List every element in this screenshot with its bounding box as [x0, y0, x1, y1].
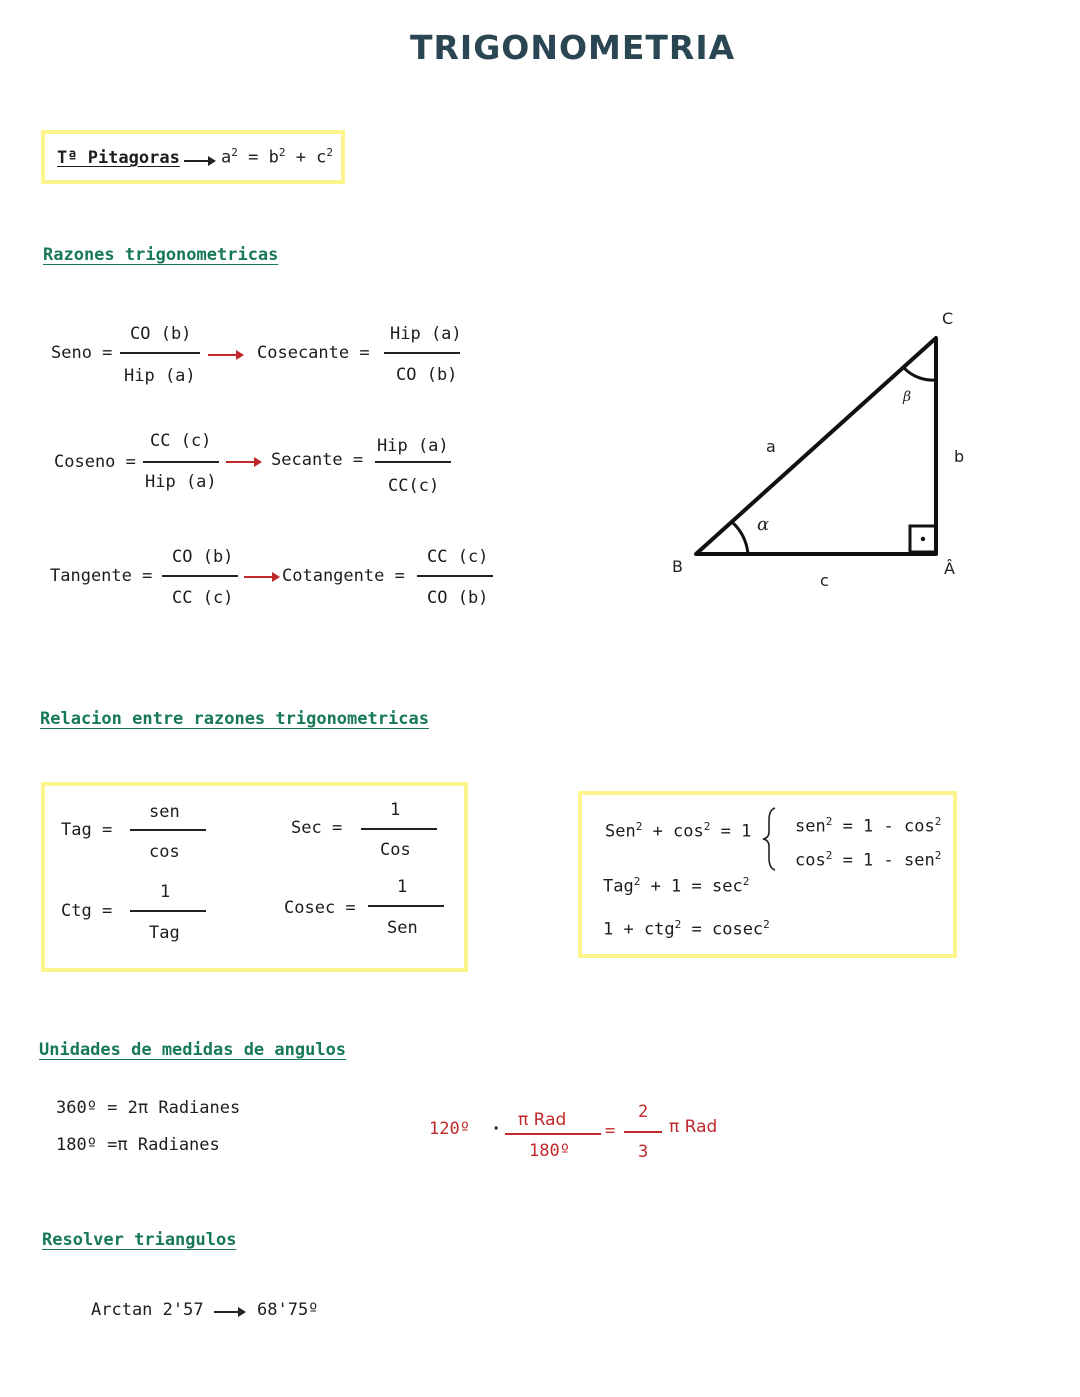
cosec-den: Sen: [387, 918, 418, 938]
conv-frac-den: 3: [638, 1142, 649, 1162]
tangente-name: Tangente =: [50, 566, 153, 586]
cotangente-den: CO (b): [427, 588, 489, 608]
conv-fraction-line: [505, 1133, 601, 1135]
sec-fraction-line: [361, 828, 437, 830]
conv-degrees: 120º: [429, 1119, 470, 1139]
razones-heading: Razones trigonometricas: [43, 245, 279, 265]
conv-equals: =: [605, 1121, 616, 1141]
angle-alpha: α: [757, 514, 770, 535]
tangente-fraction-line: [162, 575, 238, 577]
coseno-arrow-icon: [226, 461, 260, 463]
coseno-num: CC (c): [150, 431, 212, 451]
resolver-arrow-icon: [214, 1311, 244, 1313]
triangle-shape: [696, 338, 936, 554]
resolver-heading: Resolver triangulos: [42, 1230, 237, 1250]
tag-name: Tag =: [61, 820, 113, 840]
side-c: c: [820, 571, 829, 590]
right-angle-dot: [921, 537, 925, 541]
relacion-heading: Relacion entre razones trigonometricas: [40, 709, 429, 729]
ctg-name: Ctg =: [61, 901, 113, 921]
coseno-fraction-line: [143, 461, 219, 463]
resolver-result: 68'75º: [257, 1300, 319, 1320]
angle-beta: β: [903, 389, 912, 405]
tag-num: sen: [149, 802, 180, 822]
sec-name: Sec =: [291, 818, 343, 838]
cosecante-num: Hip (a): [390, 324, 462, 344]
unidades-line-180: 180º =π Radianes: [56, 1135, 220, 1155]
alpha-arc: [732, 522, 748, 554]
conv-dot: ·: [491, 1119, 502, 1139]
identity-tag-sec: $Tag^2 + 1 = \sec^2$: [603, 875, 750, 897]
side-b: b: [954, 447, 965, 466]
cosecante-den: CO (b): [396, 365, 458, 385]
cosecante-name: Cosecante =: [257, 343, 370, 363]
vertex-B: B: [672, 557, 683, 576]
coseno-den: Hip (a): [145, 472, 217, 492]
tangente-num: CO (b): [172, 547, 234, 567]
ctg-den: Tag: [149, 923, 180, 943]
cosecante-fraction-line: [384, 352, 460, 354]
conv-frac-line: [624, 1131, 662, 1133]
seno-name: Seno =: [51, 343, 113, 363]
cotangente-name: Cotangente =: [282, 566, 405, 586]
identity-ctg-cosec: 1 + ctg$^2$ = cosec$^2$: [603, 918, 770, 940]
seno-den: Hip (a): [124, 366, 196, 386]
cotangente-fraction-line: [417, 575, 493, 577]
unidades-line-360: 360º = 2π Radianes: [56, 1098, 241, 1118]
unidades-heading: Unidades de medidas de angulos: [39, 1040, 347, 1060]
ctg-num: 1: [160, 882, 171, 902]
vertex-C: C: [942, 309, 954, 328]
coseno-name: Coseno =: [54, 452, 136, 472]
vertex-A: Â: [944, 559, 955, 578]
side-a: a: [766, 437, 776, 456]
ctg-fraction-line: [130, 910, 206, 912]
identity-sin-cos: $Sen^2 + \cos^2 = 1$: [605, 820, 752, 842]
seno-num: CO (b): [130, 324, 192, 344]
beta-arc: [904, 368, 936, 380]
conv-num: π Rad: [518, 1110, 567, 1130]
identity-cos-squared: $\cos^2 = 1 - sen^2$: [795, 849, 942, 871]
page-title: TRIGONOMETRIA: [410, 28, 736, 67]
secante-name: Secante =: [271, 450, 364, 470]
conv-den: 180º: [529, 1141, 570, 1161]
sec-num: 1: [390, 800, 401, 820]
tag-den: cos: [149, 842, 180, 862]
cosec-num: 1: [397, 877, 408, 897]
secante-fraction-line: [375, 461, 451, 463]
curly-brace-icon: [761, 806, 781, 872]
tangente-den: CC (c): [172, 588, 234, 608]
sec-den: Cos: [380, 840, 411, 860]
cosec-name: Cosec =: [284, 898, 356, 918]
pitagoras-arrow-icon: [184, 160, 214, 162]
cotangente-num: CC (c): [427, 547, 489, 567]
conv-result: π Rad: [669, 1117, 718, 1137]
cosec-fraction-line: [368, 905, 444, 907]
right-triangle-diagram: [660, 300, 980, 600]
seno-arrow-icon: [208, 354, 242, 356]
tangente-arrow-icon: [244, 576, 278, 578]
pitagoras-label: Tª Pitagoras: [57, 148, 180, 168]
tag-fraction-line: [130, 829, 206, 831]
secante-num: Hip (a): [377, 436, 449, 456]
pitagoras-formula: $a^2 = b^2 + c^2$: [221, 146, 334, 168]
resolver-input: Arctan 2'57: [91, 1300, 204, 1320]
identity-sen-squared: $sen^2 = 1 - \cos^2$: [795, 815, 942, 837]
seno-fraction-line: [120, 352, 200, 354]
secante-den: CC(c): [388, 476, 440, 496]
conv-frac-num: 2: [638, 1102, 649, 1122]
